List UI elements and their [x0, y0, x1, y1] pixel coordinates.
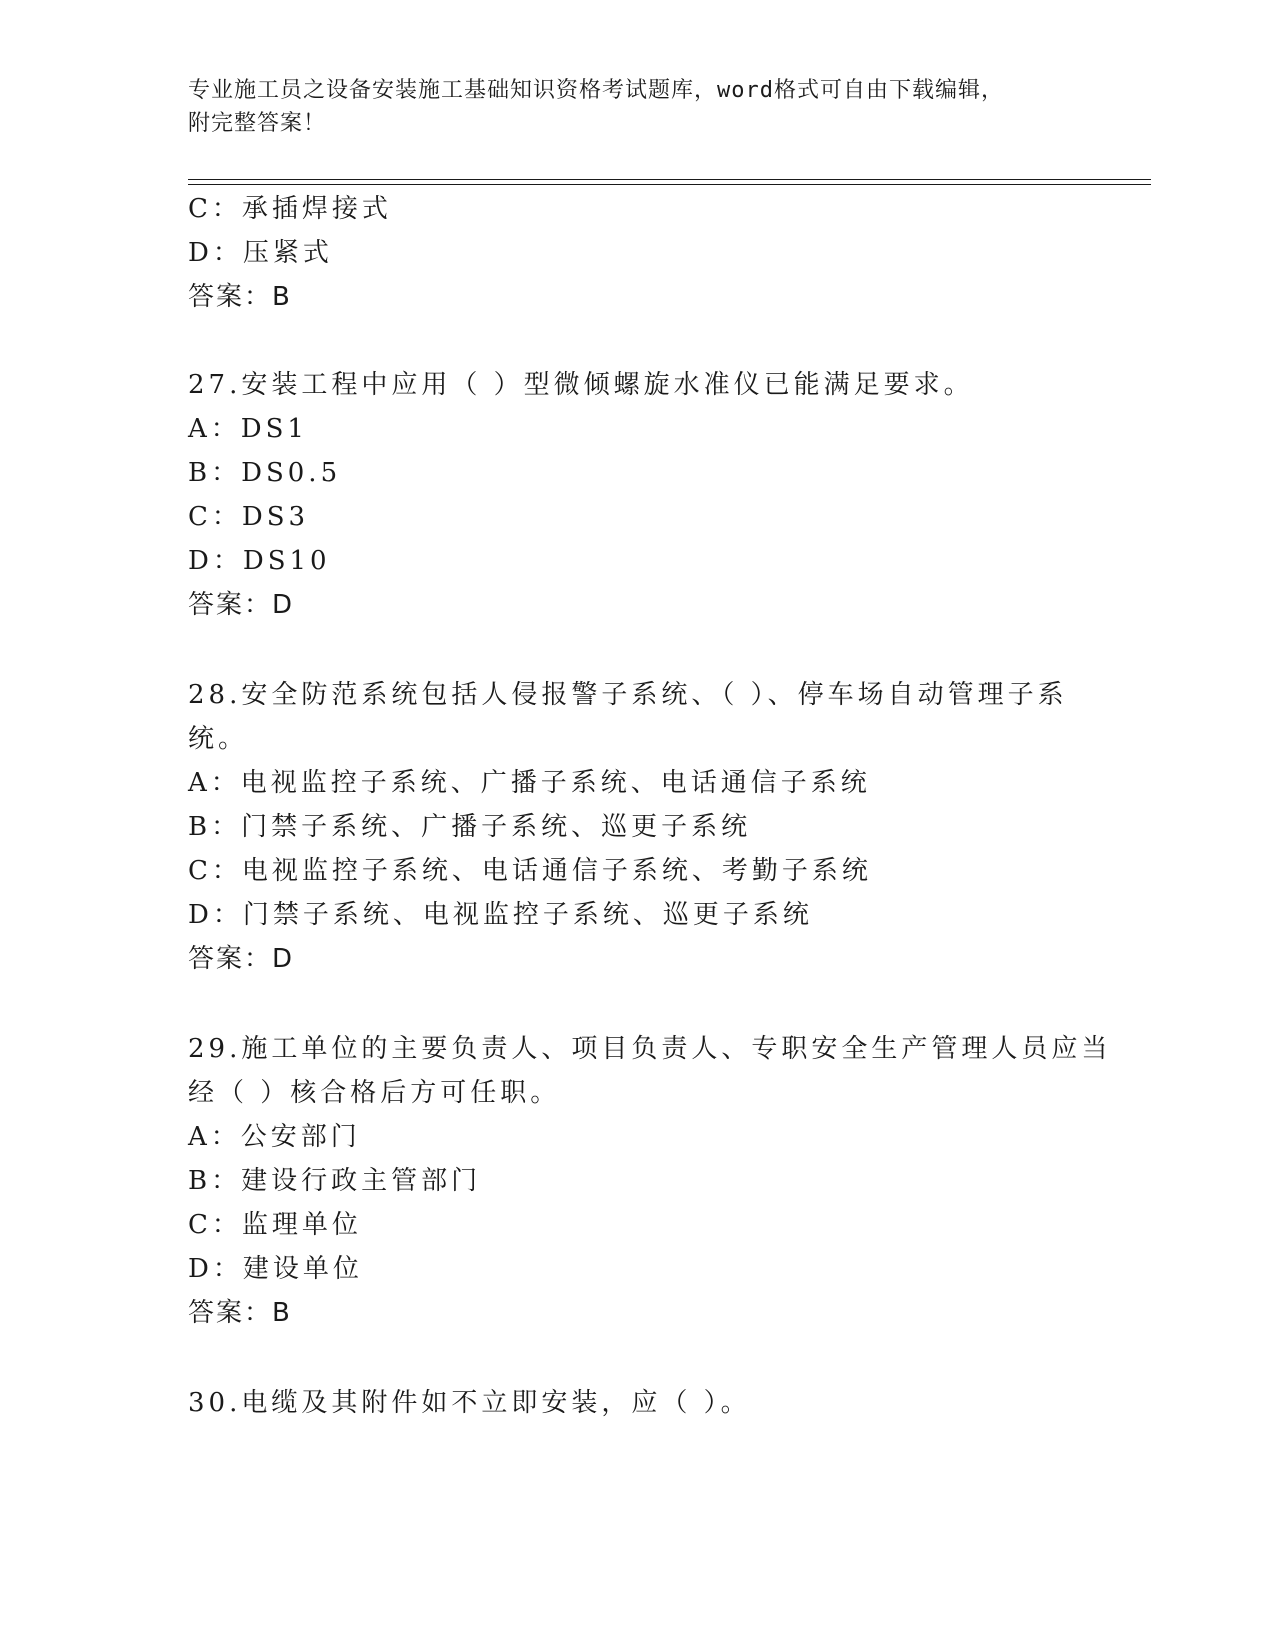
option-d: D：压紧式	[188, 238, 333, 268]
option-a: A：公安部门	[188, 1122, 361, 1152]
option-d: D：建设单位	[188, 1254, 363, 1284]
header-rule-bottom	[188, 184, 1151, 185]
answer: 答案：B	[188, 282, 292, 312]
question-28-continued: 统。	[188, 724, 249, 754]
option-c: C：DS3	[188, 502, 310, 532]
question-30: 30.电缆及其附件如不立即安装，应（ ）。	[188, 1388, 751, 1418]
question-29: 29.施工单位的主要负责人、项目负责人、专职安全生产管理人员应当	[188, 1034, 1112, 1064]
option-a: A：电视监控子系统、广播子系统、电话通信子系统	[188, 768, 871, 798]
option-c: C：电视监控子系统、电话通信子系统、考勤子系统	[188, 856, 872, 886]
option-b: B：建设行政主管部门	[188, 1166, 482, 1196]
question-28: 28.安全防范系统包括人侵报警子系统、（ ）、停车场自动管理子系	[188, 680, 1068, 710]
header-rule-top	[188, 179, 1151, 180]
option-b: B：门禁子系统、广播子系统、巡更子系统	[188, 812, 752, 842]
answer: 答案：D	[188, 590, 295, 620]
answer: 答案：D	[188, 944, 295, 974]
answer: 答案：B	[188, 1298, 292, 1328]
question-27: 27.安装工程中应用（ ）型微倾螺旋水准仪已能满足要求。	[188, 370, 974, 400]
option-d: D：门禁子系统、电视监控子系统、巡更子系统	[188, 900, 813, 930]
document-header	[188, 74, 1068, 140]
header-line-2: 附完整答案！	[188, 111, 327, 136]
option-a: A：DS1	[188, 414, 308, 444]
option-d: D：DS10	[188, 546, 331, 576]
option-c: C：监理单位	[188, 1210, 362, 1240]
header-line-1: 专业施工员之设备安装施工基础知识资格考试题库，word格式可自由下载编辑，	[188, 78, 1004, 103]
question-29-continued: 经（ ）核合格后方可任职。	[188, 1078, 561, 1108]
option-b: B：DS0.5	[188, 458, 342, 488]
option-c: C：承插焊接式	[188, 194, 392, 224]
